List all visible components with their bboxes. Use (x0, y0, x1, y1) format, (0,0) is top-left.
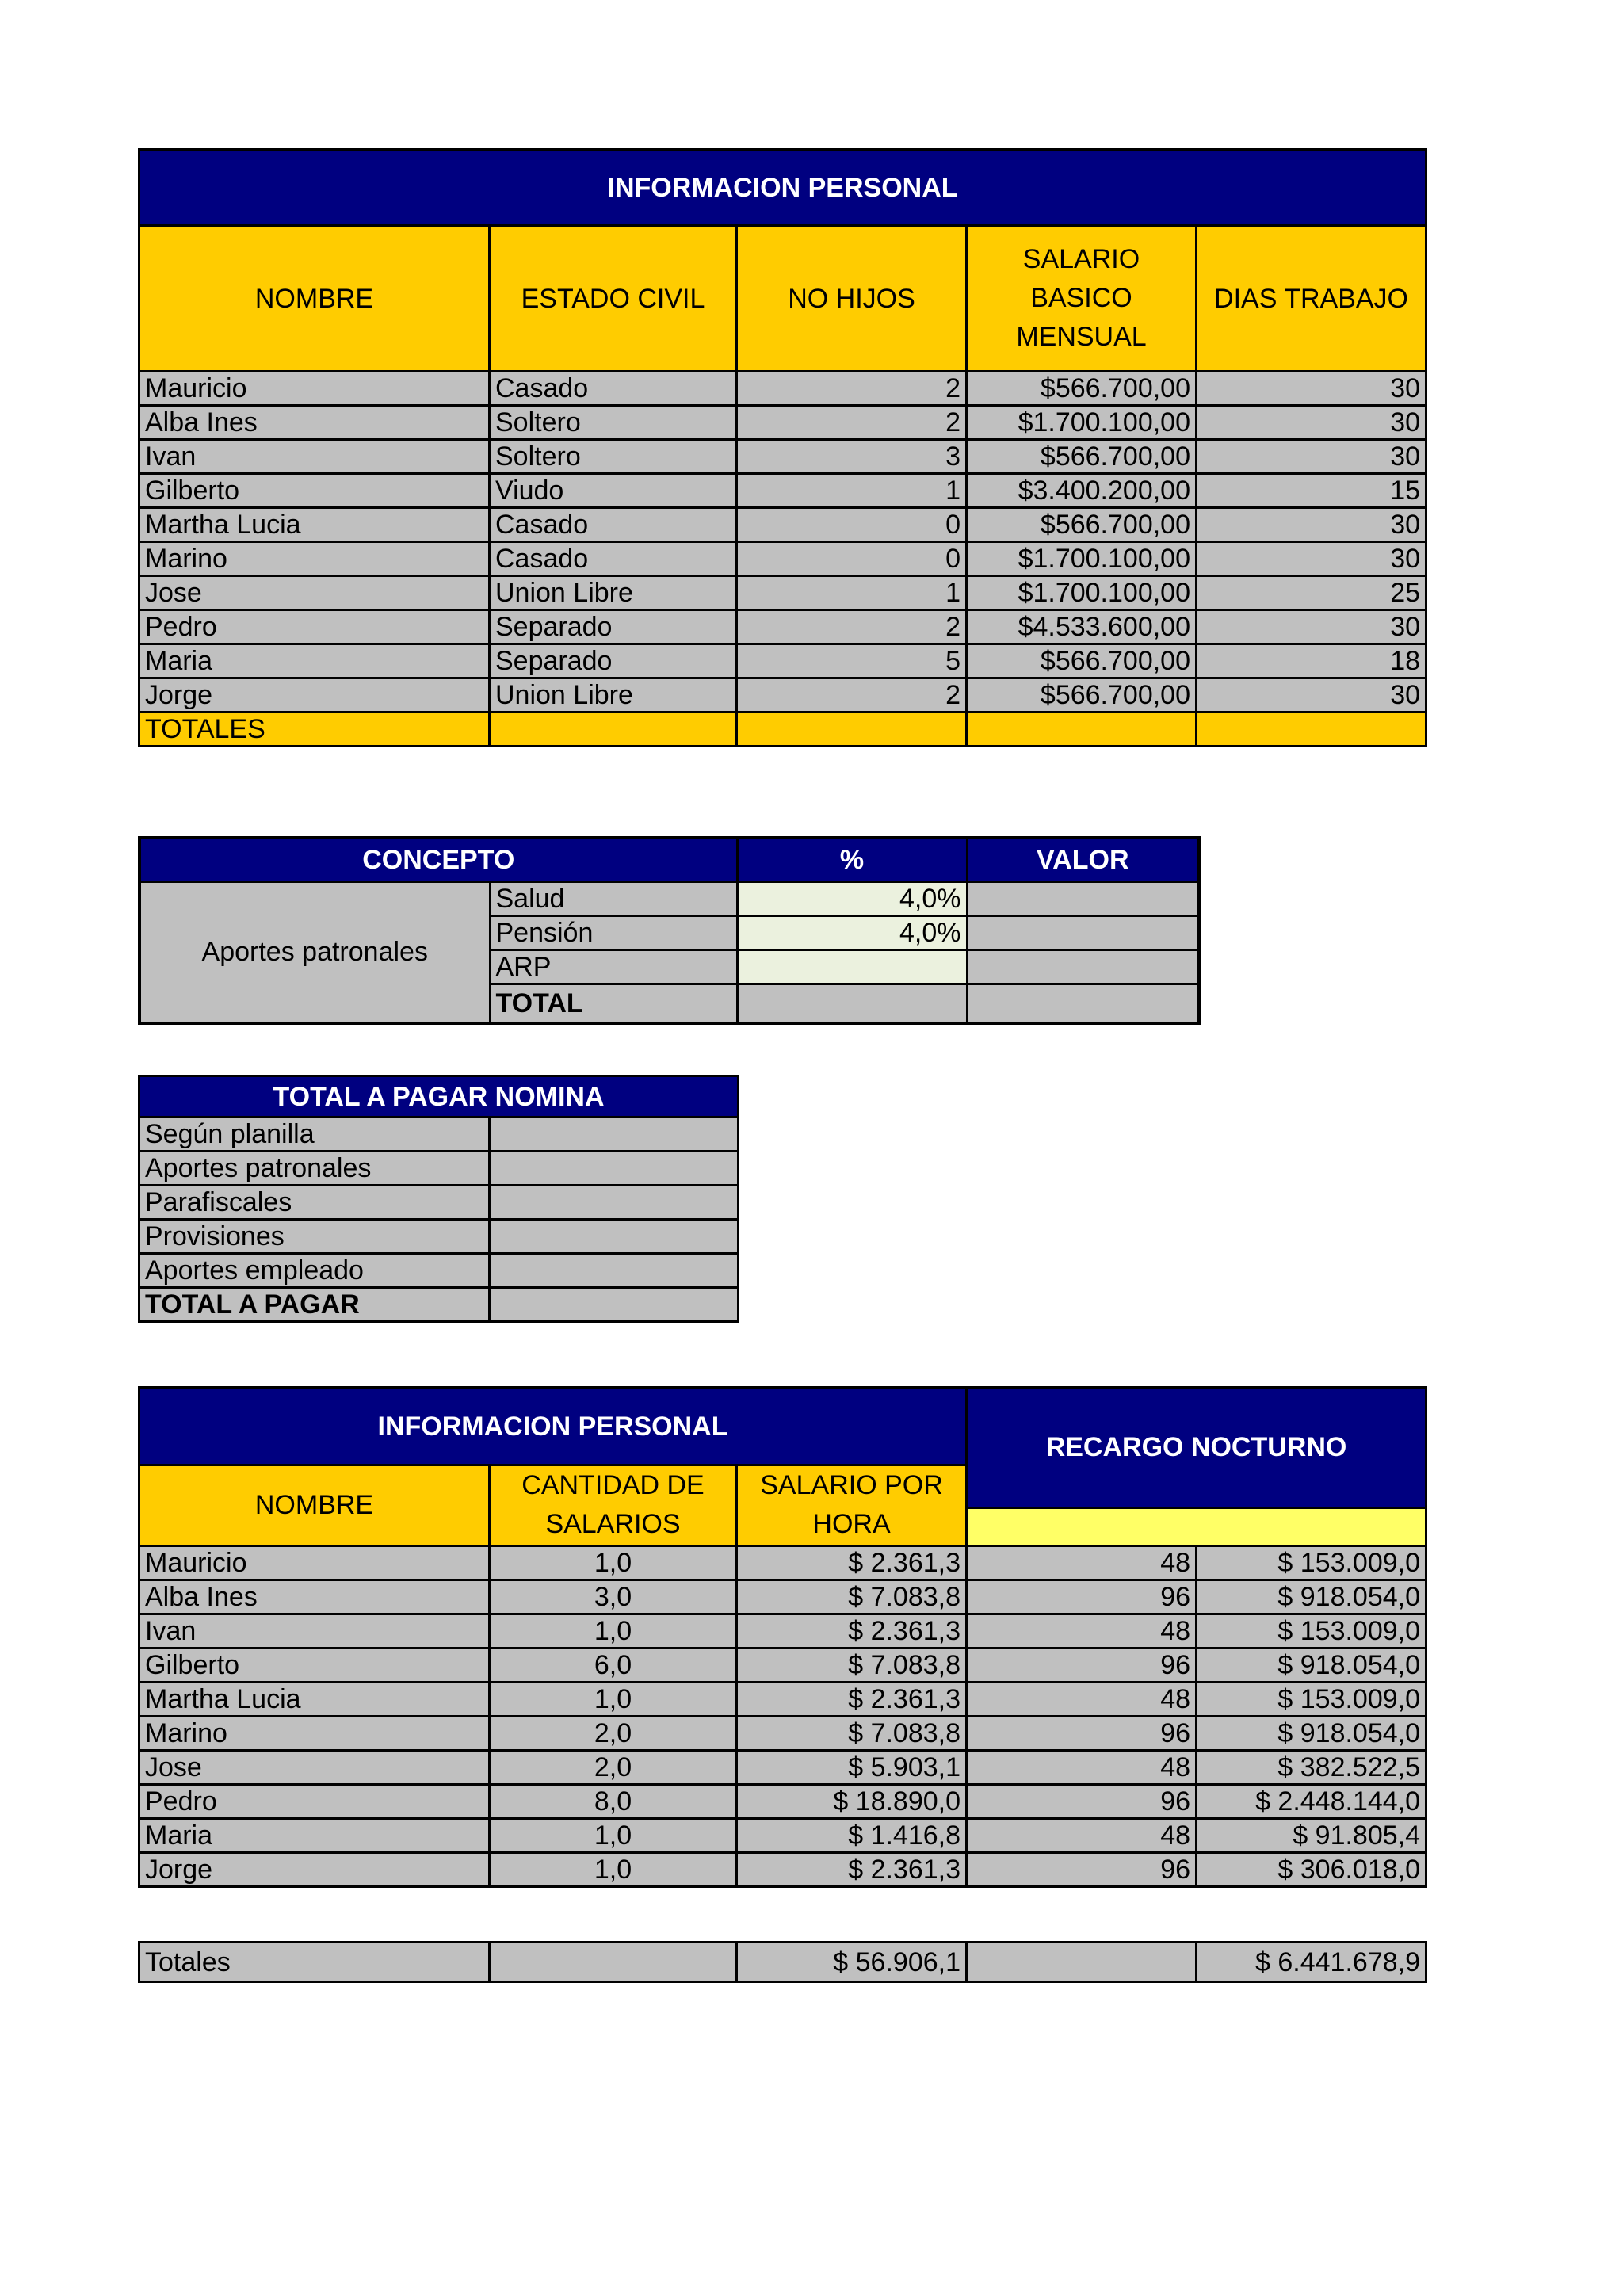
cell-salario-basico[interactable]: $566.700,00 (967, 440, 1197, 474)
cell-salario-hora[interactable]: $ 7.083,8 (737, 1648, 967, 1682)
nomina-item-label[interactable]: Aportes empleado (139, 1254, 490, 1288)
cell-salario-hora[interactable]: $ 7.083,8 (737, 1580, 967, 1614)
table-row (139, 1682, 1426, 1716)
cell-salario-hora[interactable]: $ 5.903,1 (737, 1750, 967, 1784)
aportes-table (138, 836, 1201, 1025)
cell-estado-civil[interactable]: Separado (490, 644, 737, 678)
aporte-arp-valor[interactable] (967, 949, 1199, 984)
table-row (139, 508, 1426, 542)
recargo-nocturno-title: RECARGO NOCTURNO (967, 1388, 1426, 1508)
cell-dias-trabajo[interactable]: 30 (1197, 508, 1426, 542)
cell-estado-civil[interactable]: Viudo (490, 474, 737, 508)
table-row (139, 644, 1426, 678)
table-row (139, 1818, 1426, 1852)
cell-recargo-valor[interactable]: $ 382.522,5 (1197, 1750, 1426, 1784)
cell-estado-civil[interactable]: Soltero (490, 440, 737, 474)
cell-horas-nocturnas[interactable]: 48 (967, 1545, 1197, 1580)
totales-salario-hora[interactable]: $ 56.906,1 (737, 1943, 967, 1982)
cell-cantidad-salarios[interactable]: 1,0 (490, 1545, 737, 1580)
cell-recargo-valor[interactable]: $ 91.805,4 (1197, 1818, 1426, 1852)
cell-recargo-valor[interactable]: $ 918.054,0 (1197, 1716, 1426, 1750)
cell-horas-nocturnas[interactable]: 48 (967, 1818, 1197, 1852)
cell-recargo-valor[interactable]: $ 918.054,0 (1197, 1580, 1426, 1614)
cell-dias-trabajo[interactable]: 30 (1197, 610, 1426, 644)
cell-estado-civil[interactable]: Casado (490, 508, 737, 542)
aportes-group-label: Aportes patronales (139, 881, 490, 1023)
table-row (139, 1254, 739, 1288)
cell-nombre[interactable]: Jorge (139, 678, 490, 712)
aporte-pension-valor[interactable] (967, 915, 1199, 949)
cell-salario-basico[interactable]: $1.700.100,00 (967, 406, 1197, 440)
personal-info-title: INFORMACION PERSONAL (139, 150, 1426, 226)
cell-estado-civil[interactable]: Separado (490, 610, 737, 644)
cell-no-hijos[interactable]: 2 (737, 406, 967, 440)
cell-nombre[interactable]: Ivan (139, 440, 490, 474)
table-row (139, 542, 1426, 576)
cell-no-hijos[interactable]: 0 (737, 542, 967, 576)
nomina-item-value[interactable] (490, 1117, 739, 1152)
cell-dias-trabajo[interactable]: 30 (1197, 678, 1426, 712)
cell-cantidad-salarios[interactable]: 2,0 (490, 1750, 737, 1784)
header-nombre: NOMBRE (139, 1465, 490, 1546)
cell-nombre[interactable]: Martha Lucia (139, 1682, 490, 1716)
cell-salario-hora[interactable]: $ 2.361,3 (737, 1682, 967, 1716)
totales-cell[interactable] (737, 712, 967, 747)
total-nomina-title: TOTAL A PAGAR NOMINA (139, 1076, 739, 1117)
cell-nombre[interactable]: Pedro (139, 610, 490, 644)
recargo-info-title: INFORMACION PERSONAL (139, 1388, 967, 1465)
table-row (139, 1545, 1426, 1580)
cell-nombre[interactable]: Gilberto (139, 1648, 490, 1682)
total-a-pagar-label[interactable]: TOTAL A PAGAR (139, 1288, 490, 1322)
header-nombre: NOMBRE (139, 226, 490, 372)
cell-recargo-valor[interactable]: $ 153.009,0 (1197, 1545, 1426, 1580)
cell-recargo-valor[interactable]: $ 306.018,0 (1197, 1852, 1426, 1886)
table-row (139, 678, 1426, 712)
cell-estado-civil[interactable]: Soltero (490, 406, 737, 440)
header-valor: VALOR (967, 838, 1199, 881)
totales-cantidad[interactable] (490, 1943, 737, 1982)
cell-cantidad-salarios[interactable]: 1,0 (490, 1614, 737, 1648)
cell-salario-basico[interactable]: $566.700,00 (967, 678, 1197, 712)
table-row (139, 1614, 1426, 1648)
cell-cantidad-salarios[interactable]: 1,0 (490, 1818, 737, 1852)
cell-horas-nocturnas[interactable]: 96 (967, 1784, 1197, 1818)
cell-salario-hora[interactable]: $ 2.361,3 (737, 1852, 967, 1886)
table-row (139, 1580, 1426, 1614)
cell-recargo-valor[interactable]: $ 153.009,0 (1197, 1682, 1426, 1716)
table-row (139, 1716, 1426, 1750)
table-row (139, 1186, 739, 1220)
table-row (139, 1784, 1426, 1818)
table-row (139, 474, 1426, 508)
cell-no-hijos[interactable]: 2 (737, 678, 967, 712)
cell-nombre[interactable]: Pedro (139, 1784, 490, 1818)
cell-dias-trabajo[interactable]: 30 (1197, 440, 1426, 474)
cell-salario-basico[interactable]: $4.533.600,00 (967, 610, 1197, 644)
cell-cantidad-salarios[interactable]: 6,0 (490, 1648, 737, 1682)
cell-nombre[interactable]: Maria (139, 644, 490, 678)
nomina-item-label[interactable]: Provisiones (139, 1220, 490, 1254)
cell-nombre[interactable]: Ivan (139, 1614, 490, 1648)
cell-estado-civil[interactable]: Casado (490, 372, 737, 406)
nomina-item-label[interactable]: Según planilla (139, 1117, 490, 1152)
aporte-arp-label[interactable]: ARP (490, 949, 737, 984)
header-estado-civil: ESTADO CIVIL (490, 226, 737, 372)
cell-no-hijos[interactable]: 1 (737, 576, 967, 610)
aporte-pension-pct[interactable]: 4,0% (737, 915, 967, 949)
cell-no-hijos[interactable]: 3 (737, 440, 967, 474)
cell-dias-trabajo[interactable]: 30 (1197, 542, 1426, 576)
recargo-input-cell[interactable] (967, 1507, 1426, 1545)
table-row (139, 440, 1426, 474)
cell-estado-civil[interactable]: Casado (490, 542, 737, 576)
cell-horas-nocturnas[interactable]: 48 (967, 1614, 1197, 1648)
aporte-total-valor[interactable] (967, 984, 1199, 1023)
aporte-salud-label[interactable]: Salud (490, 881, 737, 915)
table-row (139, 610, 1426, 644)
cell-dias-trabajo[interactable]: 18 (1197, 644, 1426, 678)
header-salario-basico: SALARIO BASICO MENSUAL (967, 226, 1197, 372)
totales-label[interactable]: Totales (139, 1943, 490, 1982)
cell-salario-basico[interactable]: $566.700,00 (967, 508, 1197, 542)
cell-estado-civil[interactable]: Union Libre (490, 678, 737, 712)
header-concepto: CONCEPTO (139, 838, 737, 881)
cell-nombre[interactable]: Jose (139, 576, 490, 610)
totales-cell[interactable] (1197, 712, 1426, 747)
recargo-totals-table (138, 1941, 1427, 1983)
cell-dias-trabajo[interactable]: 15 (1197, 474, 1426, 508)
table-row (139, 576, 1426, 610)
cell-dias-trabajo[interactable]: 30 (1197, 406, 1426, 440)
table-row (139, 1750, 1426, 1784)
cell-no-hijos[interactable]: 1 (737, 474, 967, 508)
nomina-item-value[interactable] (490, 1186, 739, 1220)
nomina-item-value[interactable] (490, 1152, 739, 1186)
aporte-pension-label[interactable]: Pensión (490, 915, 737, 949)
aporte-salud-valor[interactable] (967, 881, 1199, 915)
cell-recargo-valor[interactable]: $ 918.054,0 (1197, 1648, 1426, 1682)
table-row (139, 1152, 739, 1186)
cell-cantidad-salarios[interactable]: 3,0 (490, 1580, 737, 1614)
cell-salario-basico[interactable]: $1.700.100,00 (967, 542, 1197, 576)
table-row (139, 1117, 739, 1152)
aporte-arp-pct[interactable] (737, 949, 967, 984)
totales-cell[interactable] (967, 712, 1197, 747)
cell-salario-basico[interactable]: $3.400.200,00 (967, 474, 1197, 508)
table-row (139, 372, 1426, 406)
cell-nombre[interactable]: Jose (139, 1750, 490, 1784)
totales-recargo[interactable]: $ 6.441.678,9 (1197, 1943, 1426, 1982)
cell-cantidad-salarios[interactable]: 2,0 (490, 1716, 737, 1750)
cell-salario-hora[interactable]: $ 2.361,3 (737, 1545, 967, 1580)
cell-no-hijos[interactable]: 0 (737, 508, 967, 542)
personal-info-table (138, 148, 1427, 747)
cell-no-hijos[interactable]: 2 (737, 372, 967, 406)
totales-label[interactable]: TOTALES (139, 712, 490, 747)
nomina-item-label[interactable]: Parafiscales (139, 1186, 490, 1220)
header-no-hijos: NO HIJOS (737, 226, 967, 372)
header-dias-trabajo: DIAS TRABAJO (1197, 226, 1426, 372)
table-row (139, 1220, 739, 1254)
totales-cell[interactable] (490, 712, 737, 747)
cell-salario-basico[interactable]: $1.700.100,00 (967, 576, 1197, 610)
cell-nombre[interactable]: Jorge (139, 1852, 490, 1886)
cell-dias-trabajo[interactable]: 30 (1197, 372, 1426, 406)
cell-salario-hora[interactable]: $ 1.416,8 (737, 1818, 967, 1852)
cell-horas-nocturnas[interactable]: 96 (967, 1852, 1197, 1886)
aporte-total-label[interactable]: TOTAL (490, 984, 737, 1023)
cell-nombre[interactable]: Mauricio (139, 372, 490, 406)
header-salario-hora: SALARIO POR HORA (737, 1465, 967, 1546)
cell-horas-nocturnas[interactable]: 48 (967, 1750, 1197, 1784)
table-row (139, 1648, 1426, 1682)
cell-no-hijos[interactable]: 5 (737, 644, 967, 678)
cell-no-hijos[interactable]: 2 (737, 610, 967, 644)
nomina-item-value[interactable] (490, 1220, 739, 1254)
table-row (139, 1852, 1426, 1886)
cell-horas-nocturnas[interactable]: 96 (967, 1716, 1197, 1750)
cell-cantidad-salarios[interactable]: 8,0 (490, 1784, 737, 1818)
cell-recargo-valor[interactable]: $ 153.009,0 (1197, 1614, 1426, 1648)
recargo-table (138, 1386, 1427, 1888)
cell-dias-trabajo[interactable]: 25 (1197, 576, 1426, 610)
cell-horas-nocturnas[interactable]: 48 (967, 1682, 1197, 1716)
cell-cantidad-salarios[interactable]: 1,0 (490, 1852, 737, 1886)
totales-horas[interactable] (967, 1943, 1197, 1982)
nomina-item-value[interactable] (490, 1254, 739, 1288)
cell-nombre[interactable]: Marino (139, 542, 490, 576)
cell-estado-civil[interactable]: Union Libre (490, 576, 737, 610)
cell-salario-hora[interactable]: $ 18.890,0 (737, 1784, 967, 1818)
cell-nombre[interactable]: Alba Ines (139, 1580, 490, 1614)
cell-salario-basico[interactable]: $566.700,00 (967, 644, 1197, 678)
cell-salario-hora[interactable]: $ 2.361,3 (737, 1614, 967, 1648)
table-row (139, 406, 1426, 440)
cell-nombre[interactable]: Martha Lucia (139, 508, 490, 542)
cell-nombre[interactable]: Alba Ines (139, 406, 490, 440)
header-cantidad-salarios: CANTIDAD DE SALARIOS (490, 1465, 737, 1546)
cell-nombre[interactable]: Maria (139, 1818, 490, 1852)
cell-nombre[interactable]: Gilberto (139, 474, 490, 508)
cell-cantidad-salarios[interactable]: 1,0 (490, 1682, 737, 1716)
cell-nombre[interactable]: Marino (139, 1716, 490, 1750)
cell-horas-nocturnas[interactable]: 96 (967, 1648, 1197, 1682)
total-a-pagar-value[interactable] (490, 1288, 739, 1322)
cell-recargo-valor[interactable]: $ 2.448.144,0 (1197, 1784, 1426, 1818)
header-porcentaje: % (737, 838, 967, 881)
nomina-item-label[interactable]: Aportes patronales (139, 1152, 490, 1186)
total-nomina-table (138, 1075, 739, 1323)
cell-salario-basico[interactable]: $566.700,00 (967, 372, 1197, 406)
aporte-total-pct[interactable] (737, 984, 967, 1023)
aporte-salud-pct[interactable]: 4,0% (737, 881, 967, 915)
cell-horas-nocturnas[interactable]: 96 (967, 1580, 1197, 1614)
cell-salario-hora[interactable]: $ 7.083,8 (737, 1716, 967, 1750)
cell-nombre[interactable]: Mauricio (139, 1545, 490, 1580)
